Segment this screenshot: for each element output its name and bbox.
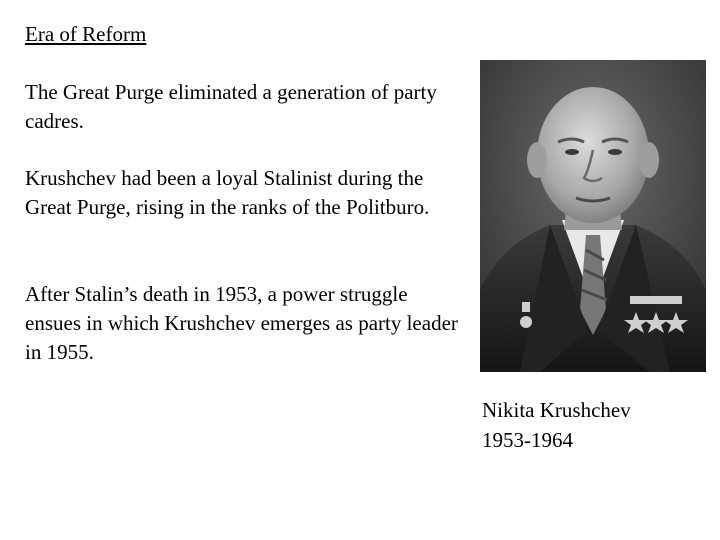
portrait-caption xyxy=(482,395,631,455)
paragraph-power-struggle: After Stalin’s death in 1953, a power struggle ensues in which Krushchev emerges as party leader in 1955. xyxy=(25,282,458,364)
krushchev-portrait xyxy=(480,60,706,372)
caption-years: 1953-1964 xyxy=(482,428,573,452)
paragraph-great-purge: The Great Purge eliminated a generation of party cadres. xyxy=(25,80,437,133)
portrait-photo-icon xyxy=(480,60,706,372)
caption-name: Nikita Krushchev xyxy=(482,398,631,422)
slide-title: Era of Reform xyxy=(25,22,147,46)
paragraph-loyal-stalinist: Krushchev had been a loyal Stalinist during the Great Purge, rising in the ranks of the Politburo. xyxy=(25,166,430,219)
